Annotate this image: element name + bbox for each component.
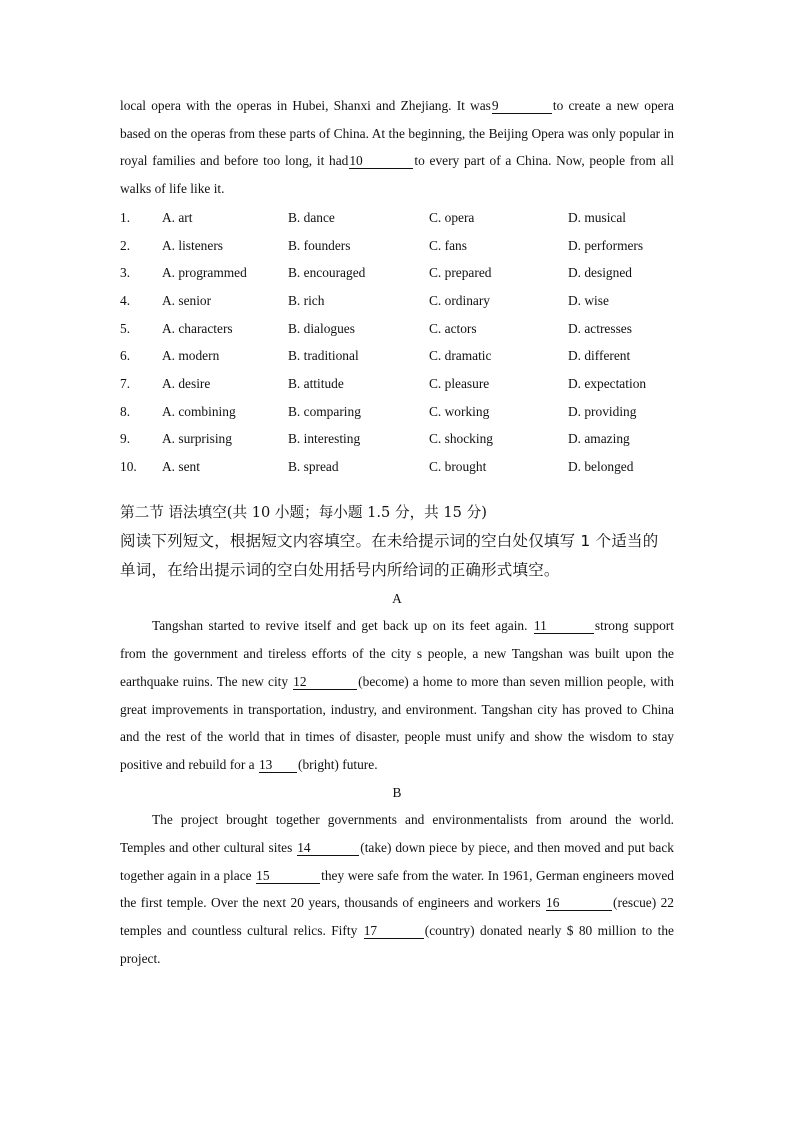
option-d[interactable]: D. providing <box>568 403 637 419</box>
option-b[interactable]: B. dialogues <box>288 320 355 336</box>
option-a[interactable]: A. programmed <box>162 265 247 281</box>
blank-16[interactable]: 16 <box>546 895 612 911</box>
option-b[interactable]: B. encouraged <box>288 265 366 281</box>
passage-a-text <box>120 612 674 778</box>
passage-text: (become) a home to more than seven million people, with great improvements in transportation, industry, and environment. Tangshan city has proved to China and the rest of the world that in times of disaster, people must unify and show the wisdom to stay positive and rebuild for a <box>120 673 675 772</box>
blank-13[interactable]: 13 <box>259 757 297 773</box>
option-a[interactable]: A. modern <box>162 348 220 364</box>
option-c[interactable]: C. actors <box>429 320 477 336</box>
passage-text: strong support from the government and tireless efforts of the city s people, a new Tangshan was built upon the earthquake ruins. The new city <box>120 618 674 689</box>
option-d[interactable]: D. wise <box>568 292 609 308</box>
option-c[interactable]: C. pleasure <box>429 375 490 391</box>
passage-continuation <box>120 92 674 203</box>
passage-text: to create a new opera based on the operas from these parts of China. At the beginning, the Beijing Opera was only popular in royal families and before too long, it had <box>120 98 674 169</box>
option-b[interactable]: B. dance <box>288 209 335 225</box>
option-a[interactable]: A. sent <box>162 459 200 474</box>
blank-12[interactable]: 12 <box>293 674 357 690</box>
passage-text: The project brought together governments and environmentalists from around the world. Temples and other cultural sites <box>120 812 674 856</box>
option-row <box>120 425 674 453</box>
question-number: 9. <box>120 431 131 447</box>
blank-10[interactable]: 10 <box>349 153 413 169</box>
question-number: 10. <box>120 459 137 474</box>
option-d[interactable]: D. performers <box>568 237 644 253</box>
blank-9[interactable]: 9 <box>492 98 552 114</box>
option-d[interactable]: D. belonged <box>568 459 634 474</box>
section-instructions: 阅读下列短文，根据短文内容填空。在未给提示词的空白处仅填写 1 个适当的单词，在给出提示词的空白处用括号内所给词的正确形式填空。 <box>120 531 659 579</box>
question-number: 7. <box>120 375 131 391</box>
option-c[interactable]: C. dramatic <box>429 348 492 364</box>
option-row <box>120 204 674 232</box>
passage-text: (take) down piece by piece, and then moved and put back together again in a place <box>120 840 674 883</box>
option-row <box>120 287 674 315</box>
option-c[interactable]: C. brought <box>429 459 487 474</box>
passage-b-text <box>120 806 674 972</box>
option-b[interactable]: B. founders <box>288 237 351 253</box>
passage-text: they were safe from the water. In 1961, German engineers moved the first temple. Over the next 20 years, thousands of engineers and workers <box>120 867 674 911</box>
passage-text: local opera with the operas in Hubei, Shanxi and Zhejiang. It was <box>120 98 491 113</box>
option-row <box>120 398 674 426</box>
question-number: 6. <box>120 348 131 364</box>
option-c[interactable]: C. fans <box>429 237 467 253</box>
blank-14[interactable]: 14 <box>297 840 359 856</box>
document-page <box>120 92 674 973</box>
passage-text: (rescue) 22 temples and countless cultural relics. Fifty <box>120 895 674 939</box>
option-d[interactable]: D. expectation <box>568 375 647 391</box>
question-number: 1. <box>120 209 131 225</box>
passage-a-label: A <box>392 590 402 606</box>
option-a[interactable]: A. desire <box>162 375 211 391</box>
option-a[interactable]: A. listeners <box>162 237 223 253</box>
option-row <box>120 342 674 370</box>
option-d[interactable]: D. musical <box>568 209 627 225</box>
option-d[interactable]: D. actresses <box>568 320 632 336</box>
option-c[interactable]: C. prepared <box>429 265 492 281</box>
option-b[interactable]: B. interesting <box>288 431 361 447</box>
option-c[interactable]: C. shocking <box>429 431 493 447</box>
passage-text: Tangshan started to revive itself and get back up on its feet again. <box>152 618 528 634</box>
option-d[interactable]: D. amazing <box>568 431 630 447</box>
question-number: 5. <box>120 320 131 336</box>
option-row <box>120 370 674 398</box>
option-a[interactable]: A. art <box>162 209 193 225</box>
option-c[interactable]: C. ordinary <box>429 292 490 308</box>
question-number: 2. <box>120 237 131 253</box>
option-a[interactable]: A. surprising <box>162 431 232 447</box>
passage-b-label: B <box>392 784 402 800</box>
option-b[interactable]: B. spread <box>288 459 339 474</box>
blank-11[interactable]: 11 <box>534 618 594 634</box>
option-b[interactable]: B. attitude <box>288 375 344 391</box>
passage-text: (country) donated nearly $ 80 million to the project. <box>120 923 674 966</box>
option-d[interactable]: D. different <box>568 348 631 364</box>
option-a[interactable]: A. senior <box>162 292 212 308</box>
question-number: 4. <box>120 292 131 308</box>
blank-15[interactable]: 15 <box>256 868 320 884</box>
question-number: 8. <box>120 403 131 419</box>
option-row <box>120 453 674 481</box>
option-b[interactable]: B. comparing <box>288 403 361 419</box>
answer-options-table <box>120 204 674 481</box>
option-row <box>120 232 674 260</box>
option-c[interactable]: C. working <box>429 403 490 419</box>
option-a[interactable]: A. characters <box>162 320 233 336</box>
blank-17[interactable]: 17 <box>364 923 424 939</box>
passage-text: to every part of a China. Now, people from all walks of life like it. <box>120 153 674 197</box>
option-b[interactable]: B. traditional <box>288 348 359 364</box>
option-a[interactable]: A. combining <box>162 403 236 419</box>
question-number: 3. <box>120 265 131 281</box>
option-c[interactable]: C. opera <box>429 209 475 225</box>
option-b[interactable]: B. rich <box>288 292 325 308</box>
option-d[interactable]: D. designed <box>568 265 632 281</box>
option-row <box>120 315 674 343</box>
option-row <box>120 259 674 287</box>
section-title: 第二节 语法填空(共 10 小题；每小题 1.5 分，共 15 分) <box>120 503 487 521</box>
passage-text: (bright) future. <box>297 756 378 772</box>
